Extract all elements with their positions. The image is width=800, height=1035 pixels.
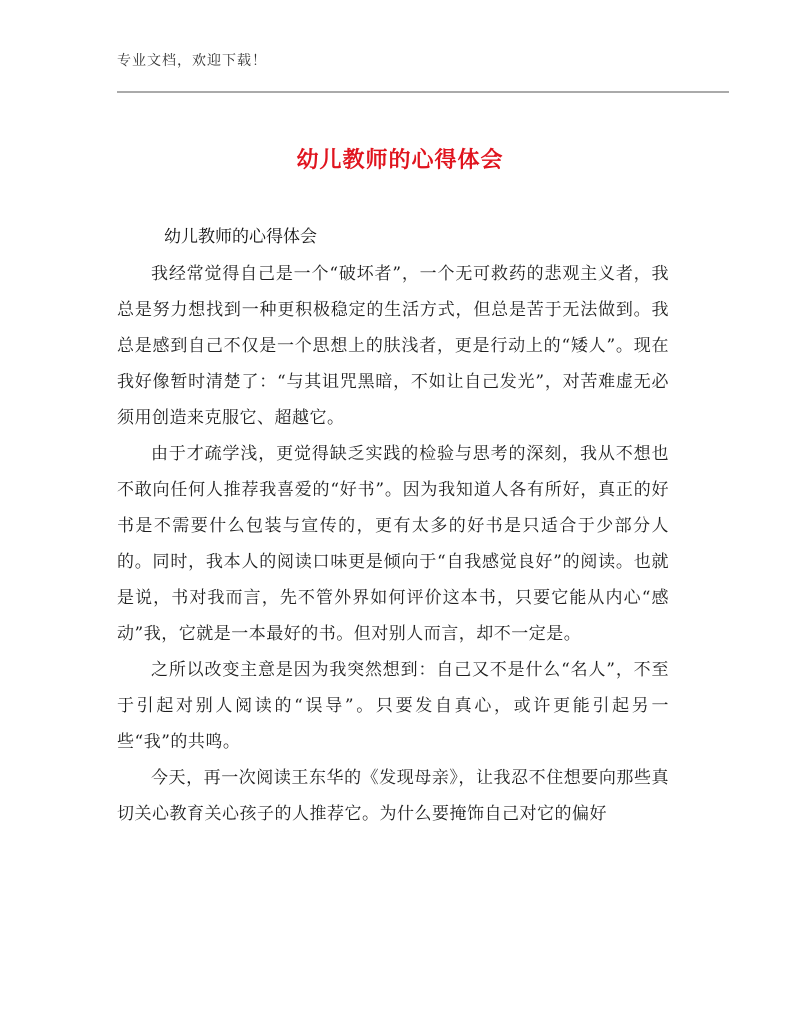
paragraph: 由于才疏学浅，更觉得缺乏实践的检验与思考的深刻，我从不想也不敢向任何人推荐我喜爱的“好书”。因为我知道人各有所好，真正的好书是不需要什么包装与宣传的，更有太多的好书是只适合于少部分人的。同时，我本人的阅读口味更是倾向于“自我感觉良好”的阅读。也就是说，书对我而言，先不管外界如何评价这本书，只要它能从内心“感动”我，它就是一本最好的书。但对别人而言，却不一定是。	[117, 444, 669, 644]
paragraph: 之所以改变主意是因为我突然想到：自己又不是什么“名人”，不至于引起对别人阅读的“误导”。只要发自真心，或许更能引起另一些“我”的共鸣。	[117, 660, 669, 752]
document-body	[117, 256, 669, 832]
header-divider	[117, 91, 729, 93]
document-subtitle: 幼儿教师的心得体会	[164, 227, 317, 247]
header-text: 专业文档，欢迎下载！	[117, 53, 267, 69]
paragraph: 今天，再一次阅读王东华的《发现母亲》，让我忍不住想要向那些真切关心教育关心孩子的人推荐它。为什么要掩饰自己对它的偏好	[117, 768, 669, 824]
document-title: 幼儿教师的心得体会	[296, 148, 504, 173]
paragraph: 我经常觉得自己是一个“破坏者”，一个无可救药的悲观主义者，我总是努力想找到一种更积极稳定的生活方式，但总是苦于无法做到。我总是感到自己不仅是一个思想上的肤浅者，更是行动上的“矮人”。现在我好像暂时清楚了：“与其诅咒黑暗，不如让自己发光”，对苦难虚无必须用创造来克服它、超越它。	[117, 264, 669, 428]
